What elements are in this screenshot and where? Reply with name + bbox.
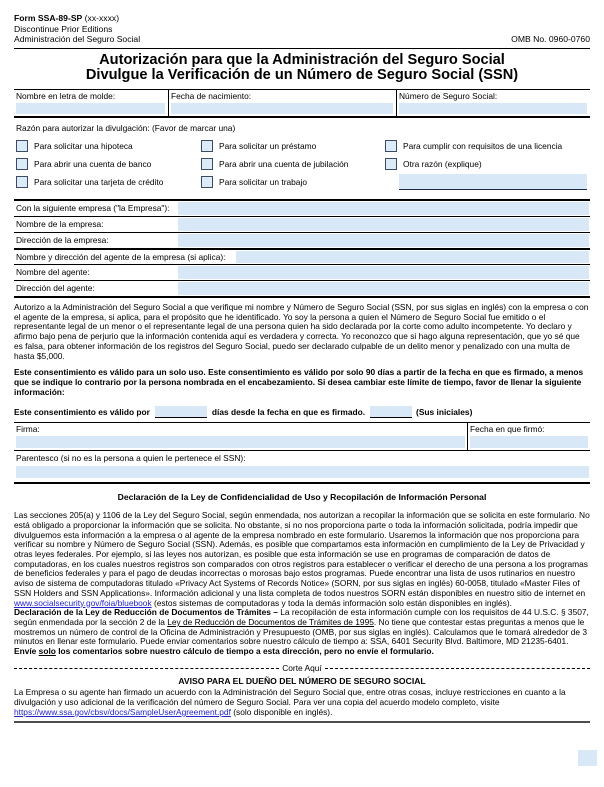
paperwork-bold-1: Envíe — [14, 646, 39, 657]
mortgage-label: Para solicitar una hipoteca — [34, 140, 133, 151]
company-row — [14, 250, 590, 266]
company-address-label: Dirección de la empresa: — [16, 234, 109, 245]
company-row — [14, 233, 590, 250]
agency-name: Administración del Seguro Social — [14, 34, 141, 45]
reason-prompt: Razón para autorizar la divulgación: (Favor de marcar una) — [16, 122, 236, 133]
paperwork-reduction-paragraph — [14, 608, 590, 657]
reason-option-other — [383, 155, 590, 173]
company-address-field[interactable] — [178, 234, 589, 247]
identity-cell-name — [14, 90, 168, 116]
license-label: Para cumplir con requisitos de una licencia — [403, 140, 563, 151]
reason-column-1 — [14, 137, 199, 191]
omb-number: OMB No. 0960-0760 — [511, 34, 590, 45]
paperwork-heading-inline: Declaración de la Ley de Reducción de Documentos de Trámites – — [14, 607, 281, 618]
ssn-field[interactable] — [399, 103, 587, 114]
privacy-act-heading: Declaración de la Ley de Confidencialidad de Uso y Recopilación de Información Personal — [117, 492, 487, 503]
header-rule — [14, 48, 590, 49]
form-title-line2: Divulgue la Verificación de un Número de Seguro Social (SSN) — [85, 67, 519, 84]
cut-here-label: Corte Aquí — [282, 662, 322, 673]
identity-table — [14, 89, 590, 118]
consent-line-part2: días desde la fecha en que es firmado. — [211, 406, 366, 417]
form-number: Form SSA-89-SP — [14, 13, 83, 23]
relationship-label: Parentesco (si no es la persona a quien le pertenece el SSN): — [16, 453, 246, 464]
credit-card-checkbox[interactable] — [16, 176, 28, 188]
company-row — [14, 201, 590, 217]
cut-here-line — [14, 664, 590, 674]
notice-text-before-link: La Empresa o su agente han firmado un acuerdo con la Administración del Seguro Social que, entre otras cosas, incluye restricciones en cuanto a la divulgación y uso adicional de la verificación del número de Seguro Social. Para ver una copia del acuerdo modelo completo, visite — [14, 687, 566, 708]
sample-user-agreement-link[interactable]: https://www.ssa.gov/cbsv/docs/SampleUserAgreement.pdf — [14, 706, 231, 717]
consent-initials-field[interactable] — [370, 406, 412, 418]
license-checkbox[interactable] — [385, 140, 397, 152]
privacy-text-before-link: Las secciones 205(a) y 1106 de la Ley del Seguro Social, según enmendada, nos autorizan a recopilar la información que se solicita en este formulario. No está obligado a proporcionar la información que se solicita. No obstante, si no nos proporciona parte o toda la información solicitada, podría impedir que divulguemos esta información a la empresa o al agente de la empresa nombrado en este formulario. Usaremos la información que nos proporciona para verificar su nombre y Número de Seguro Social (SSN). Además, es posible que compartamos esta información en cumplimiento de la Ley de Privacidad y otras leyes federales. Por ejemplo, si las leyes nos autorizan, es posible que esta información se use en programas de comparación de datos de computadoras, en los cuales nuestros registros son comparados con otros registros para establecer o verificar el derecho de una persona a los programas de beneficios federales y para el pago de deudas incorrectas o morosas bajo estos programas. Puede encontrar una lista de usos rutinarios en nuestro aviso de sistema de computadoras titulado «Privacy Act Systems of Records Notice» (SORN, por sus siglas en inglés) 60-0058, titulado «Master Files of SSN Holders and SSN Applications». Información adicional y una lista completa de todos nuestros SORN están disponibles en nuestro sitio de internet en — [14, 510, 590, 598]
foia-bluebook-link[interactable]: www.socialsecurity.gov/foia/bluebook — [14, 597, 152, 608]
with-company-field[interactable] — [178, 202, 589, 215]
discontinue-note: Discontinue Prior Editions — [14, 23, 113, 34]
with-company-label: Con la siguiente empresa ("la Empresa"): — [16, 203, 170, 214]
authorization-paragraph: Autorizo a la Administración del Seguro Social a que verifique mi nombre y Número de Seguro Social (SSN, por sus siglas en inglés) con la empresa o con el agente de la empresa, si aplica, para el propósito que he identificado. Yo soy la persona a quien el Número de Seguro Social fue emitido o el representante legal de un menor o el representante legal de una persona quien ha sido declarada por la corte como adulto incompetente. Yo declaro y afirmo bajo pena de perjurio que la información contenida aquí es verdadera y correcta. Yo reconozco que si hago alguna representación, que yo sé que es falsa, para obtener información de los registros del Seguro Social, puedo ser declarado culpable de un delito menor y penalizado con una multa de hasta $5,000. — [14, 301, 589, 361]
bottom-rule — [14, 721, 590, 723]
company-section — [14, 199, 590, 298]
notice-text-after-link: (solo disponible en inglés). — [230, 706, 333, 717]
reason-option-credit-card — [14, 173, 199, 191]
ssn-owner-notice-paragraph — [14, 688, 590, 717]
agent-address-field[interactable] — [178, 282, 589, 295]
identity-cell-ssn — [396, 90, 590, 116]
form-number-suffix: (xx-xxxx) — [82, 13, 120, 23]
signature-field[interactable] — [16, 436, 465, 448]
ssn-label: Número de Seguro Social: — [399, 90, 498, 101]
form-number-line — [14, 13, 590, 24]
dob-label: Fecha de nacimiento: — [171, 90, 252, 101]
other-reason-label: Otra razón (explique) — [403, 158, 482, 169]
reason-option-job — [199, 173, 383, 191]
cut-dashes-right — [325, 668, 590, 669]
reason-column-3 — [383, 137, 590, 191]
other-reason-checkbox[interactable] — [385, 158, 397, 170]
reason-checkbox-grid — [14, 137, 590, 191]
consent-bold-paragraph: Este consentimiento es válido para un solo uso. Este consentimiento es válido por solo 90 días a partir de la fecha en que es firmado, a menos que se indique lo contrario por la persona nombrada en el encabezamiento. Si desea cambiar este límite de tiempo, favor de llenar la siguiente información: — [14, 367, 584, 397]
reason-option-loan — [199, 137, 383, 155]
paperwork-bold-2: los comentarios sobre nuestro cálculo de tiempo a esta dirección, pero no envíe el formulario. — [55, 646, 434, 657]
ssn-owner-notice-heading: AVISO PARA EL DUEÑO DEL NÚMERO DE SEGURO SOCIAL — [178, 676, 426, 687]
job-checkbox[interactable] — [201, 176, 213, 188]
relationship-field[interactable] — [16, 466, 589, 478]
agent-header-field[interactable] — [236, 251, 589, 264]
paperwork-bold-underlined: solo — [38, 646, 56, 657]
reason-option-license — [383, 137, 590, 155]
paperwork-text-1: La recopilación de esta información cumple con los requisitos de 44 U.S.C. § 3507, según enmendada por la sección 2 de la — [14, 607, 589, 627]
signature-cell — [14, 423, 468, 451]
reason-option-mortgage — [14, 137, 199, 155]
agent-header-label: Nombre y dirección del agente de la empresa (si aplica): — [16, 251, 226, 262]
bank-account-checkbox[interactable] — [16, 158, 28, 170]
company-row — [14, 217, 590, 233]
consent-line-part1: Este consentimiento es válido por — [14, 406, 150, 417]
other-reason-field[interactable] — [399, 174, 587, 190]
form-title-line1: Autorización para que la Administración del Seguro Social — [99, 51, 505, 68]
reason-option-retirement-account — [199, 155, 383, 173]
company-row — [14, 265, 590, 281]
stray-field-box[interactable] — [578, 750, 597, 766]
form-title — [14, 53, 590, 84]
consent-line-part3: (Sus iniciales) — [416, 406, 473, 417]
reason-column-2 — [199, 137, 383, 191]
credit-card-label: Para solicitar una tarjeta de crédito — [34, 176, 164, 187]
agent-address-label: Dirección del agente: — [16, 283, 95, 294]
mortgage-checkbox[interactable] — [16, 140, 28, 152]
bank-account-label: Para abrir una cuenta de banco — [34, 158, 152, 169]
privacy-text-after-link: (estos sistemas de computadoras y toda la demás información solo están disponibles en inglés). — [151, 597, 512, 608]
company-name-label: Nombre de la empresa: — [16, 219, 104, 230]
sign-date-cell — [468, 423, 590, 451]
identity-cell-dob — [168, 90, 396, 116]
form-header — [14, 13, 590, 45]
sign-date-label: Fecha en que firmó: — [470, 423, 545, 434]
privacy-act-paragraph — [14, 511, 590, 608]
company-name-field[interactable] — [178, 218, 589, 231]
sign-date-field[interactable] — [470, 436, 588, 448]
dob-field[interactable] — [171, 103, 393, 114]
name-field[interactable] — [16, 103, 165, 114]
signature-label: Firma: — [16, 423, 40, 434]
retirement-account-checkbox[interactable] — [201, 158, 213, 170]
paperwork-act-underlined: Ley de Reducción de Documentos de Trámites de 1995 — [167, 616, 374, 627]
agent-name-label: Nombre del agente: — [16, 267, 90, 278]
job-label: Para solicitar un trabajo — [219, 176, 307, 187]
paperwork-text-2: . No tiene que contestar estas preguntas a menos que le mostremos un número de control de la Oficina de Administración y Presupuesto (OMB, por sus siglas en inglés). Calculamos que le tomará alrededor de 3 minutos en llenar este formulario. Puede enviar comentarios sobre nuestro cálculo de tiempo a: SSA, 6401 Security Blvd. Baltimore, MD 21235-6401. — [14, 616, 588, 647]
signature-table — [14, 422, 590, 452]
name-label: Nombre en letra de molde: — [16, 90, 116, 101]
loan-label: Para solicitar un préstamo — [219, 140, 317, 151]
company-row — [14, 281, 590, 296]
reason-option-bank-account — [14, 155, 199, 173]
consent-duration-line — [14, 406, 590, 418]
relationship-row — [14, 451, 590, 484]
consent-days-field[interactable] — [155, 406, 207, 418]
retirement-account-label: Para abrir una cuenta de jubilación — [219, 158, 349, 169]
cut-dashes-left — [14, 668, 279, 669]
loan-checkbox[interactable] — [201, 140, 213, 152]
agent-name-field[interactable] — [178, 266, 589, 279]
